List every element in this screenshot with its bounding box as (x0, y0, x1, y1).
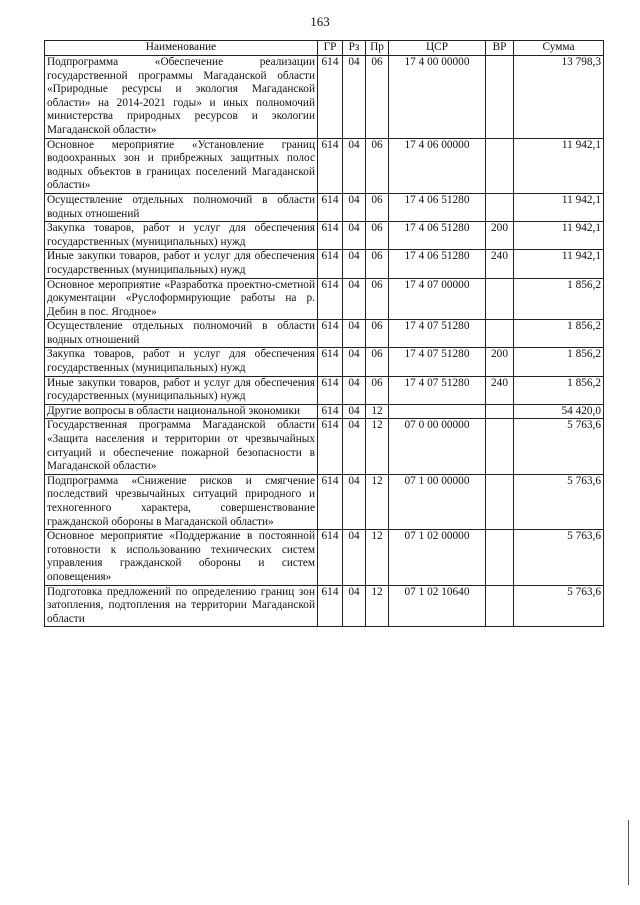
cell-gr: 614 (318, 138, 343, 193)
table-row (45, 404, 604, 419)
cell-csr: 07 1 02 00000 (389, 530, 486, 585)
cell-csr: 07 1 00 00000 (389, 474, 486, 529)
header-row (45, 41, 604, 56)
cell-rz: 04 (343, 278, 366, 320)
header-vr: ВР (486, 41, 514, 56)
cell-gr: 614 (318, 419, 343, 474)
cell-sum: 1 856,2 (514, 278, 604, 320)
cell-sum: 11 942,1 (514, 138, 604, 193)
page-number: 163 (310, 14, 330, 29)
cell-name: Иные закупки товаров, работ и услуг для обеспечения государственных (муниципальных) нужд (45, 250, 318, 278)
cell-vr: 240 (486, 376, 514, 404)
cell-vr (486, 404, 514, 419)
table-row (45, 250, 604, 278)
cell-sum: 11 942,1 (514, 222, 604, 250)
cell-name: Основное мероприятие «Установление границ водоохранных зон и прибрежных защитных полос водных объектов в границах поселений Магаданской области» (45, 138, 318, 193)
table-row (45, 222, 604, 250)
cell-sum: 1 856,2 (514, 320, 604, 348)
cell-rz: 04 (343, 222, 366, 250)
cell-name: Подпрограмма «Снижение рисков и смягчение последствий чрезвычайных ситуаций природного и техногенного характера, совершенствование гражданской обороны в Магаданской области» (45, 474, 318, 529)
cell-pr: 06 (366, 193, 389, 221)
cell-rz: 04 (343, 56, 366, 139)
table-row (45, 56, 604, 139)
scan-edge-line (628, 820, 629, 885)
cell-name: Осуществление отдельных полномочий в области водных отношений (45, 193, 318, 221)
cell-pr: 06 (366, 320, 389, 348)
cell-pr: 06 (366, 56, 389, 139)
cell-name: Подпрограмма «Обеспечение реализации государственной программы Магаданской области «Природные ресурсы и экология Магаданской области» на 2014-2021 годы» и иных полномочий министерства природных ресурсов и экологии Магаданской области» (45, 56, 318, 139)
cell-gr: 614 (318, 56, 343, 139)
cell-csr: 17 4 06 51280 (389, 250, 486, 278)
header-rz: Рз (343, 41, 366, 56)
cell-sum: 5 763,6 (514, 530, 604, 585)
cell-gr: 614 (318, 474, 343, 529)
cell-vr (486, 585, 514, 627)
cell-sum: 5 763,6 (514, 419, 604, 474)
cell-gr: 614 (318, 320, 343, 348)
cell-name: Другие вопросы в области национальной экономики (45, 404, 318, 419)
header-gr: ГР (318, 41, 343, 56)
cell-sum: 13 798,3 (514, 56, 604, 139)
cell-rz: 04 (343, 474, 366, 529)
header-csr: ЦСР (389, 41, 486, 56)
table-row (45, 376, 604, 404)
cell-sum: 54 420,0 (514, 404, 604, 419)
cell-name: Государственная программа Магаданской области «Защита населения и территории от чрезвычайных ситуаций и обеспечение пожарной безопасности в Магаданской области» (45, 419, 318, 474)
cell-pr: 12 (366, 585, 389, 627)
cell-gr: 614 (318, 278, 343, 320)
cell-pr: 06 (366, 376, 389, 404)
table-row (45, 585, 604, 627)
cell-vr: 200 (486, 348, 514, 376)
cell-vr (486, 419, 514, 474)
cell-name: Осуществление отдельных полномочий в области водных отношений (45, 320, 318, 348)
cell-pr: 06 (366, 278, 389, 320)
cell-rz: 04 (343, 250, 366, 278)
cell-name: Иные закупки товаров, работ и услуг для обеспечения государственных (муниципальных) нужд (45, 376, 318, 404)
cell-vr (486, 474, 514, 529)
cell-sum: 11 942,1 (514, 193, 604, 221)
cell-gr: 614 (318, 404, 343, 419)
cell-gr: 614 (318, 250, 343, 278)
table-row (45, 530, 604, 585)
cell-rz: 04 (343, 138, 366, 193)
cell-sum: 5 763,6 (514, 585, 604, 627)
cell-csr: 07 0 00 00000 (389, 419, 486, 474)
cell-csr: 17 4 07 51280 (389, 376, 486, 404)
cell-rz: 04 (343, 193, 366, 221)
cell-gr: 614 (318, 530, 343, 585)
cell-gr: 614 (318, 193, 343, 221)
cell-vr (486, 193, 514, 221)
cell-csr: 17 4 07 00000 (389, 278, 486, 320)
table-row (45, 193, 604, 221)
budget-table (44, 40, 604, 627)
cell-pr: 06 (366, 138, 389, 193)
cell-vr (486, 56, 514, 139)
header-pr: Пр (366, 41, 389, 56)
cell-vr: 240 (486, 250, 514, 278)
cell-sum: 1 856,2 (514, 376, 604, 404)
cell-csr: 17 4 07 51280 (389, 348, 486, 376)
cell-pr: 12 (366, 404, 389, 419)
cell-name: Основное мероприятие «Разработка проектно-сметной документации «Руслоформирующие работы на р. Дебин в пос. Ягодное» (45, 278, 318, 320)
cell-vr: 200 (486, 222, 514, 250)
cell-csr: 17 4 06 00000 (389, 138, 486, 193)
header-name: Наименование (45, 41, 318, 56)
header-sum: Сумма (514, 41, 604, 56)
cell-csr: 17 4 07 51280 (389, 320, 486, 348)
cell-csr: 07 1 02 10640 (389, 585, 486, 627)
cell-name: Закупка товаров, работ и услуг для обеспечения государственных (муниципальных) нужд (45, 222, 318, 250)
table-row (45, 278, 604, 320)
cell-rz: 04 (343, 585, 366, 627)
table-row (45, 138, 604, 193)
cell-pr: 12 (366, 530, 389, 585)
table-body (45, 56, 604, 627)
cell-vr (486, 320, 514, 348)
cell-csr: 17 4 00 00000 (389, 56, 486, 139)
cell-csr: 17 4 06 51280 (389, 222, 486, 250)
cell-name: Основное мероприятие «Поддержание в постоянной готовности к использованию технических систем управления гражданской обороны и систем оповещения» (45, 530, 318, 585)
cell-gr: 614 (318, 585, 343, 627)
cell-sum: 1 856,2 (514, 348, 604, 376)
table-row (45, 419, 604, 474)
cell-pr: 06 (366, 348, 389, 376)
cell-pr: 12 (366, 419, 389, 474)
table-row (45, 348, 604, 376)
cell-vr (486, 530, 514, 585)
cell-gr: 614 (318, 376, 343, 404)
cell-rz: 04 (343, 404, 366, 419)
cell-name: Подготовка предложений по определению границ зон затопления, подтопления на территории Магаданской области (45, 585, 318, 627)
cell-rz: 04 (343, 530, 366, 585)
cell-pr: 12 (366, 474, 389, 529)
table-row (45, 474, 604, 529)
cell-rz: 04 (343, 419, 366, 474)
cell-pr: 06 (366, 250, 389, 278)
cell-gr: 614 (318, 348, 343, 376)
cell-sum: 5 763,6 (514, 474, 604, 529)
cell-csr: 17 4 06 51280 (389, 193, 486, 221)
table-row (45, 320, 604, 348)
cell-csr (389, 404, 486, 419)
cell-gr: 614 (318, 222, 343, 250)
cell-vr (486, 278, 514, 320)
cell-name: Закупка товаров, работ и услуг для обеспечения государственных (муниципальных) нужд (45, 348, 318, 376)
cell-rz: 04 (343, 376, 366, 404)
cell-vr (486, 138, 514, 193)
cell-pr: 06 (366, 222, 389, 250)
cell-rz: 04 (343, 348, 366, 376)
cell-sum: 11 942,1 (514, 250, 604, 278)
cell-rz: 04 (343, 320, 366, 348)
